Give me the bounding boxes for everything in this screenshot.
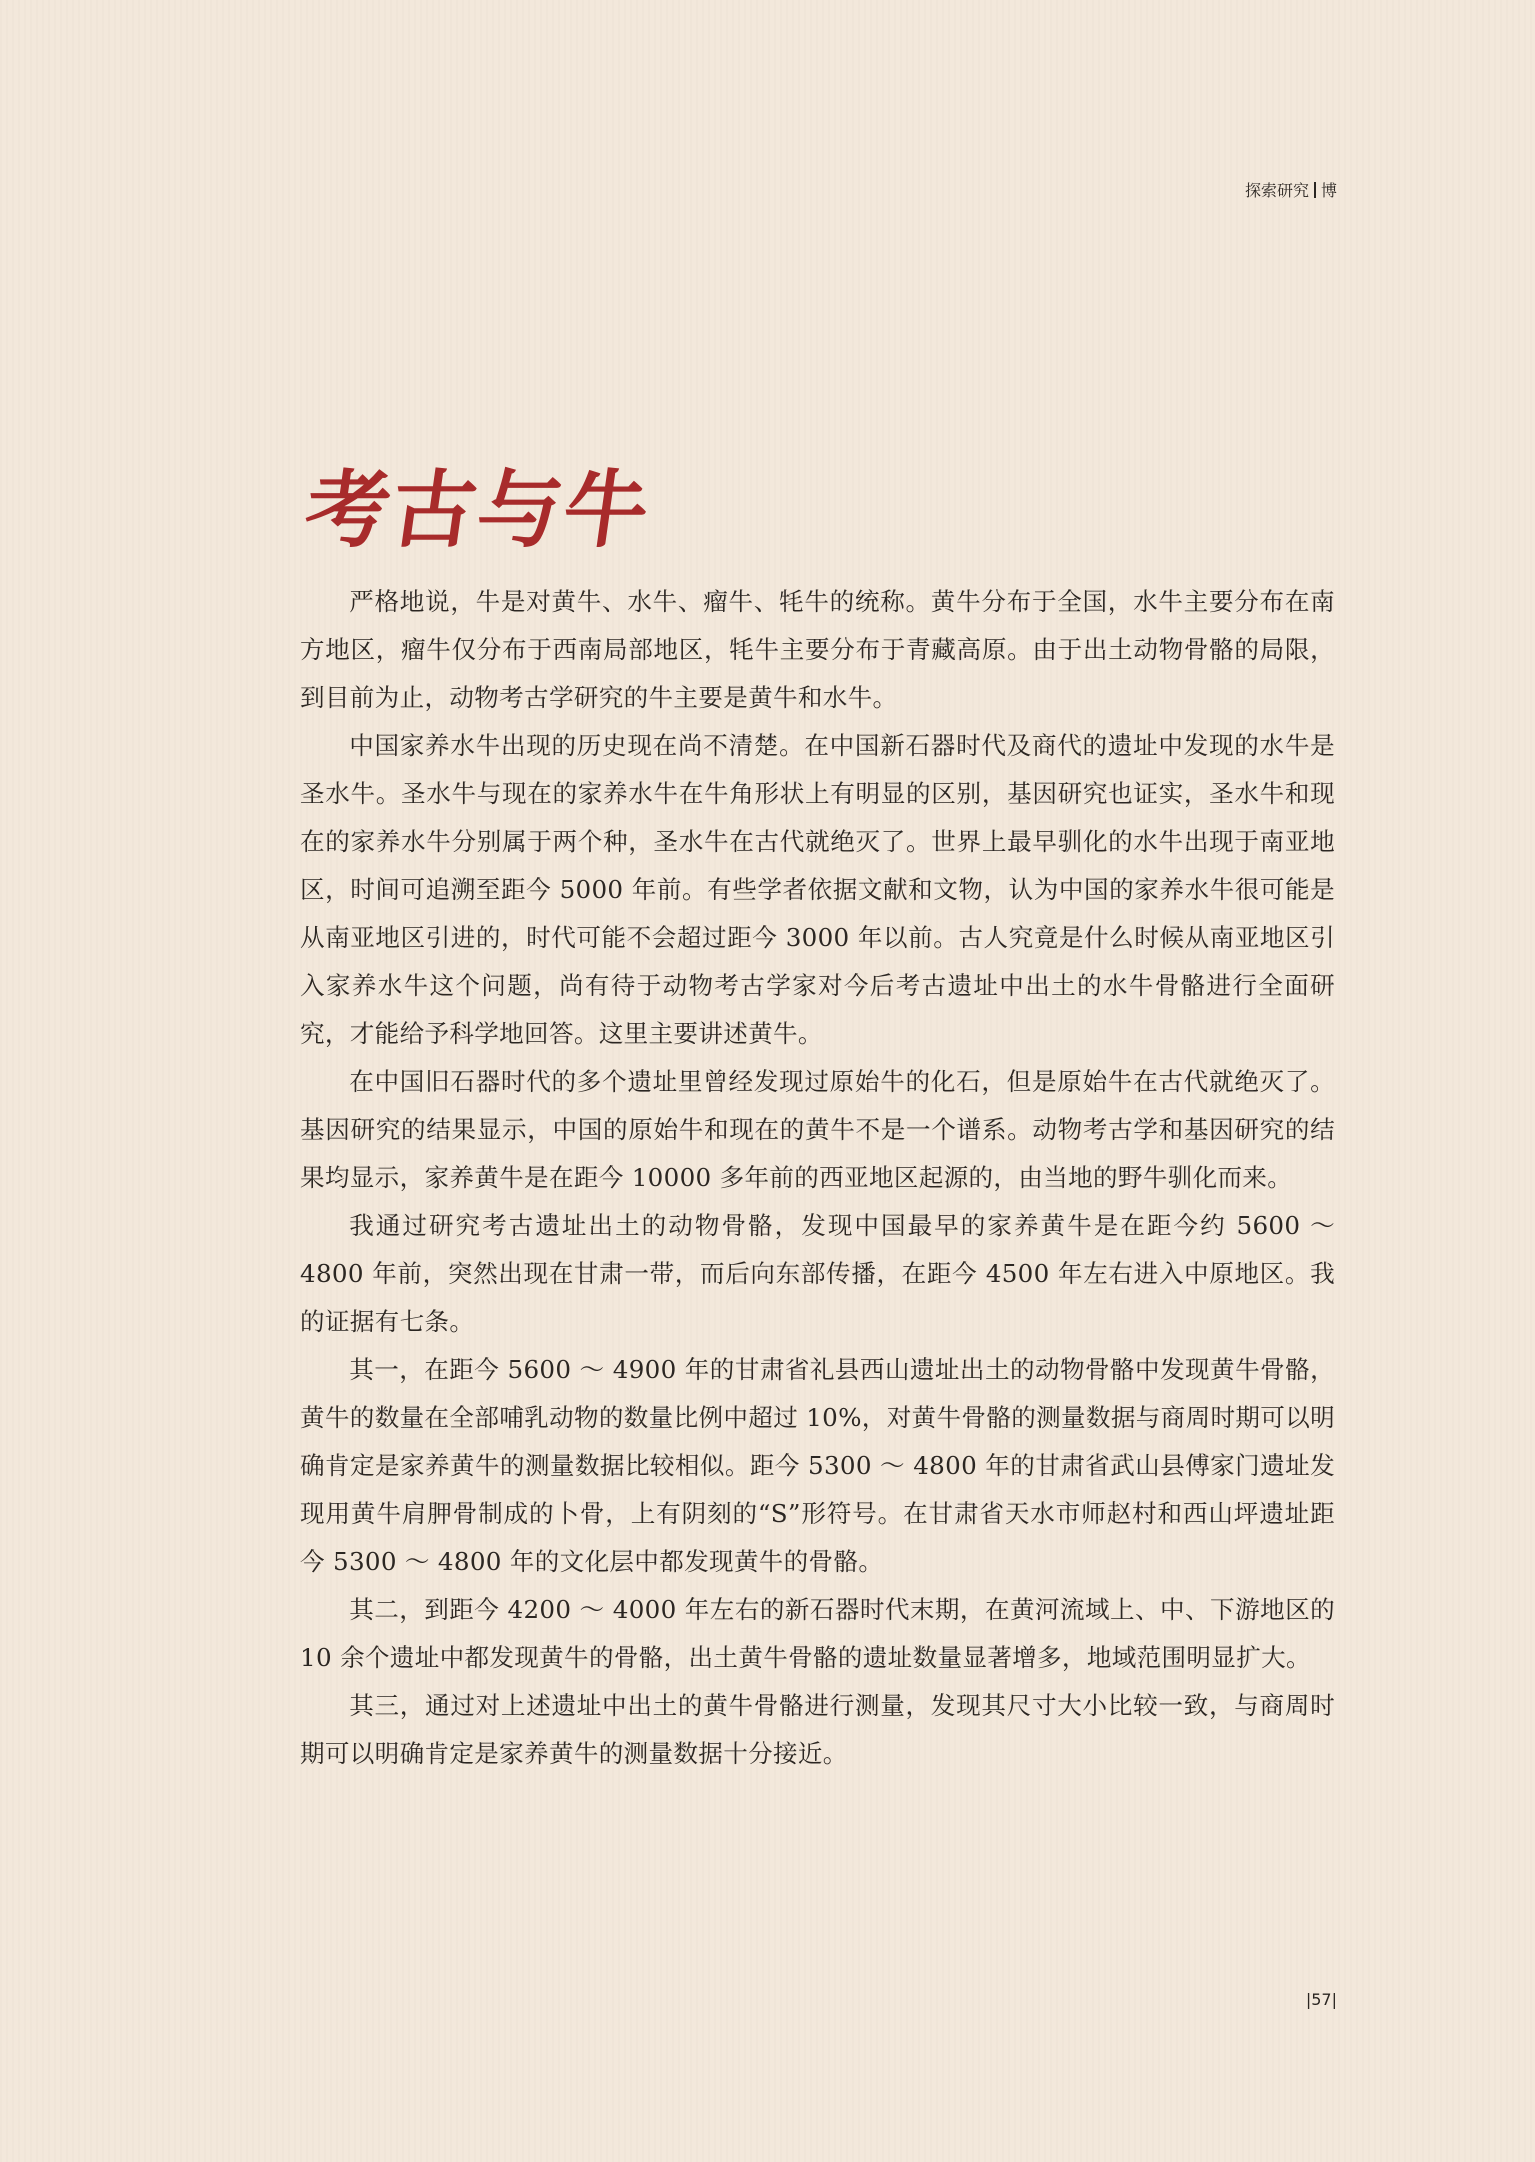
header-separator [1314, 182, 1316, 198]
paragraph: 中国家养水牛出现的历史现在尚不清楚。在中国新石器时代及商代的遗址中发现的水牛是圣水牛。圣水牛与现在的家养水牛在牛角形状上有明显的区别，基因研究也证实，圣水牛和现在的家养水牛分别属于两个种，圣水牛在古代就绝灭了。世界上最早驯化的水牛出现于南亚地区，时间可追溯至距今 5000 年前。有些学者依据文献和文物，认为中国的家养水牛很可能是从南亚地区引进的，时代可能不会超过距今 3000 年以前。古人究竟是什么时候从南亚地区引入家养水牛这个问题，尚有待于动物考古学家对今后考古遗址中出土的水牛骨骼进行全面研究，才能给予科学地回答。这里主要讲述黄牛。 [300, 731, 1335, 1048]
page-number: |57| [1305, 1990, 1337, 2009]
header-column: 博 [1320, 181, 1337, 200]
paragraph: 在中国旧石器时代的多个遗址里曾经发现过原始牛的化石，但是原始牛在古代就绝灭了。基因研究的结果显示，中国的原始牛和现在的黄牛不是一个谱系。动物考古学和基因研究的结果均显示，家养黄牛是在距今 10000 多年前的西亚地区起源的，由当地的野牛驯化而来。 [300, 1067, 1335, 1192]
article-title: 考古与牛 [299, 460, 657, 559]
paragraph: 其二，到距今 4200 ～ 4000 年左右的新石器时代末期，在黄河流域上、中、下游地区的 10 余个遗址中都发现黄牛的骨骼，出土黄牛骨骼的遗址数量显著增多，地域范围明显扩大。 [300, 1595, 1335, 1672]
paragraph: 严格地说，牛是对黄牛、水牛、瘤牛、牦牛的统称。黄牛分布于全国，水牛主要分布在南方地区，瘤牛仅分布于西南局部地区，牦牛主要分布于青藏高原。由于出土动物骨骼的局限，到目前为止，动物考古学研究的牛主要是黄牛和水牛。 [300, 587, 1335, 712]
paragraph: 其一，在距今 5600 ～ 4900 年的甘肃省礼县西山遗址出土的动物骨骼中发现黄牛骨骼，黄牛的数量在全部哺乳动物的数量比例中超过 10%，对黄牛骨骼的测量数据与商周时期可以明确肯定是家养黄牛的测量数据比较相似。距今 5300 ～ 4800 年的甘肃省武山县傅家门遗址发现用黄牛肩胛骨制成的卜骨，上有阴刻的“S”形符号。在甘肃省天水市师赵村和西山坪遗址距今 5300 ～ 4800 年的文化层中都发现黄牛的骨骼。 [300, 1355, 1335, 1576]
running-header [1245, 178, 1337, 201]
header-section: 探索研究 [1244, 181, 1309, 200]
paragraph: 其三，通过对上述遗址中出土的黄牛骨骼进行测量，发现其尺寸大小比较一致，与商周时期可以明确肯定是家养黄牛的测量数据十分接近。 [300, 1691, 1335, 1768]
paragraph: 我通过研究考古遗址出土的动物骨骼，发现中国最早的家养黄牛是在距今约 5600 ～ 4800 年前，突然出现在甘肃一带，而后向东部传播，在距今 4500 年左右进入中原地区。我的证据有七条。 [300, 1211, 1335, 1336]
article-body [300, 578, 1335, 1778]
